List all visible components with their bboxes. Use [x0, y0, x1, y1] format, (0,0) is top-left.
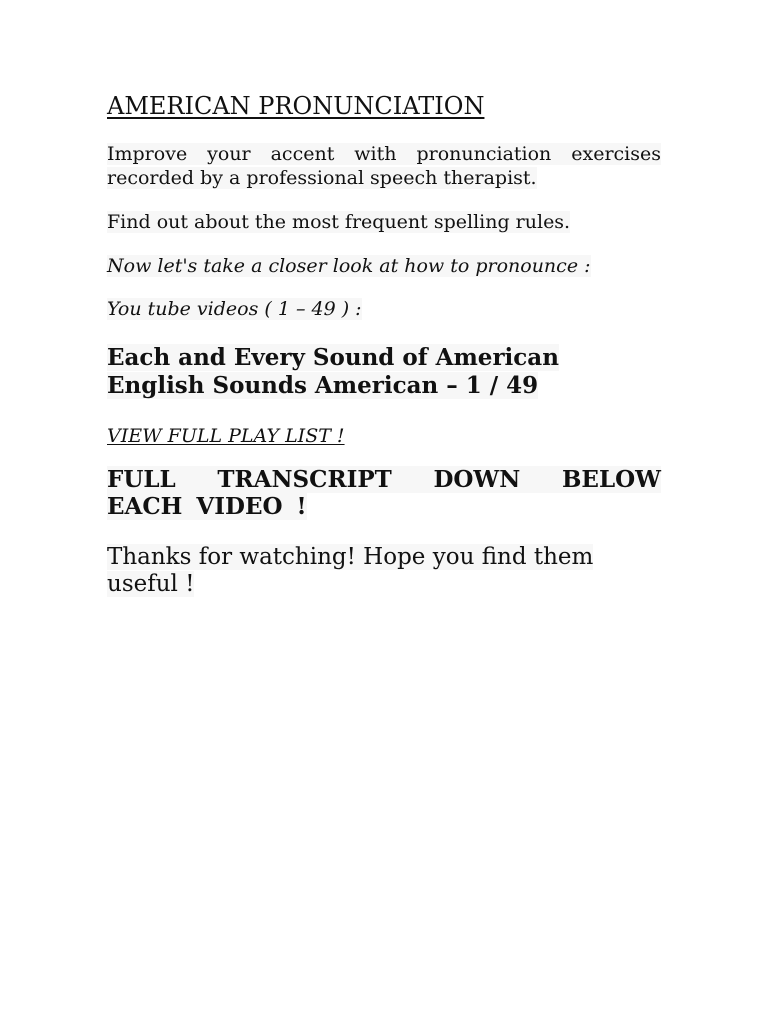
- transcript-note-text: FULL TRANSCRIPT DOWN BELOW EACH VIDEO !: [107, 466, 661, 520]
- thanks-text: Thanks for watching! Hope you find them useful !: [107, 544, 594, 597]
- document-page: [107, 90, 661, 598]
- spelling-paragraph: [107, 210, 661, 234]
- intro-paragraph: [107, 142, 661, 190]
- playlist-link[interactable]: VIEW FULL PLAY LIST !: [107, 425, 345, 447]
- intro-text: Improve your accent with pronunciation exercises recorded by a professional speech therapist.: [107, 143, 661, 189]
- videos-label: [107, 297, 661, 321]
- closer-look-text: Now let's take a closer look at how to pronounce :: [107, 255, 591, 277]
- page-title: AMERICAN PRONUNCIATION: [107, 92, 485, 120]
- thanks-paragraph: [107, 544, 661, 598]
- spelling-text: Find out about the most frequent spelling rules.: [107, 211, 571, 233]
- series-heading: [107, 344, 661, 400]
- closer-look-paragraph: [107, 254, 661, 278]
- videos-label-text: You tube videos ( 1 – 49 ) :: [107, 298, 362, 320]
- series-heading-text: Each and Every Sound of American English Sounds American – 1 / 49: [107, 344, 559, 399]
- transcript-note: [107, 466, 661, 520]
